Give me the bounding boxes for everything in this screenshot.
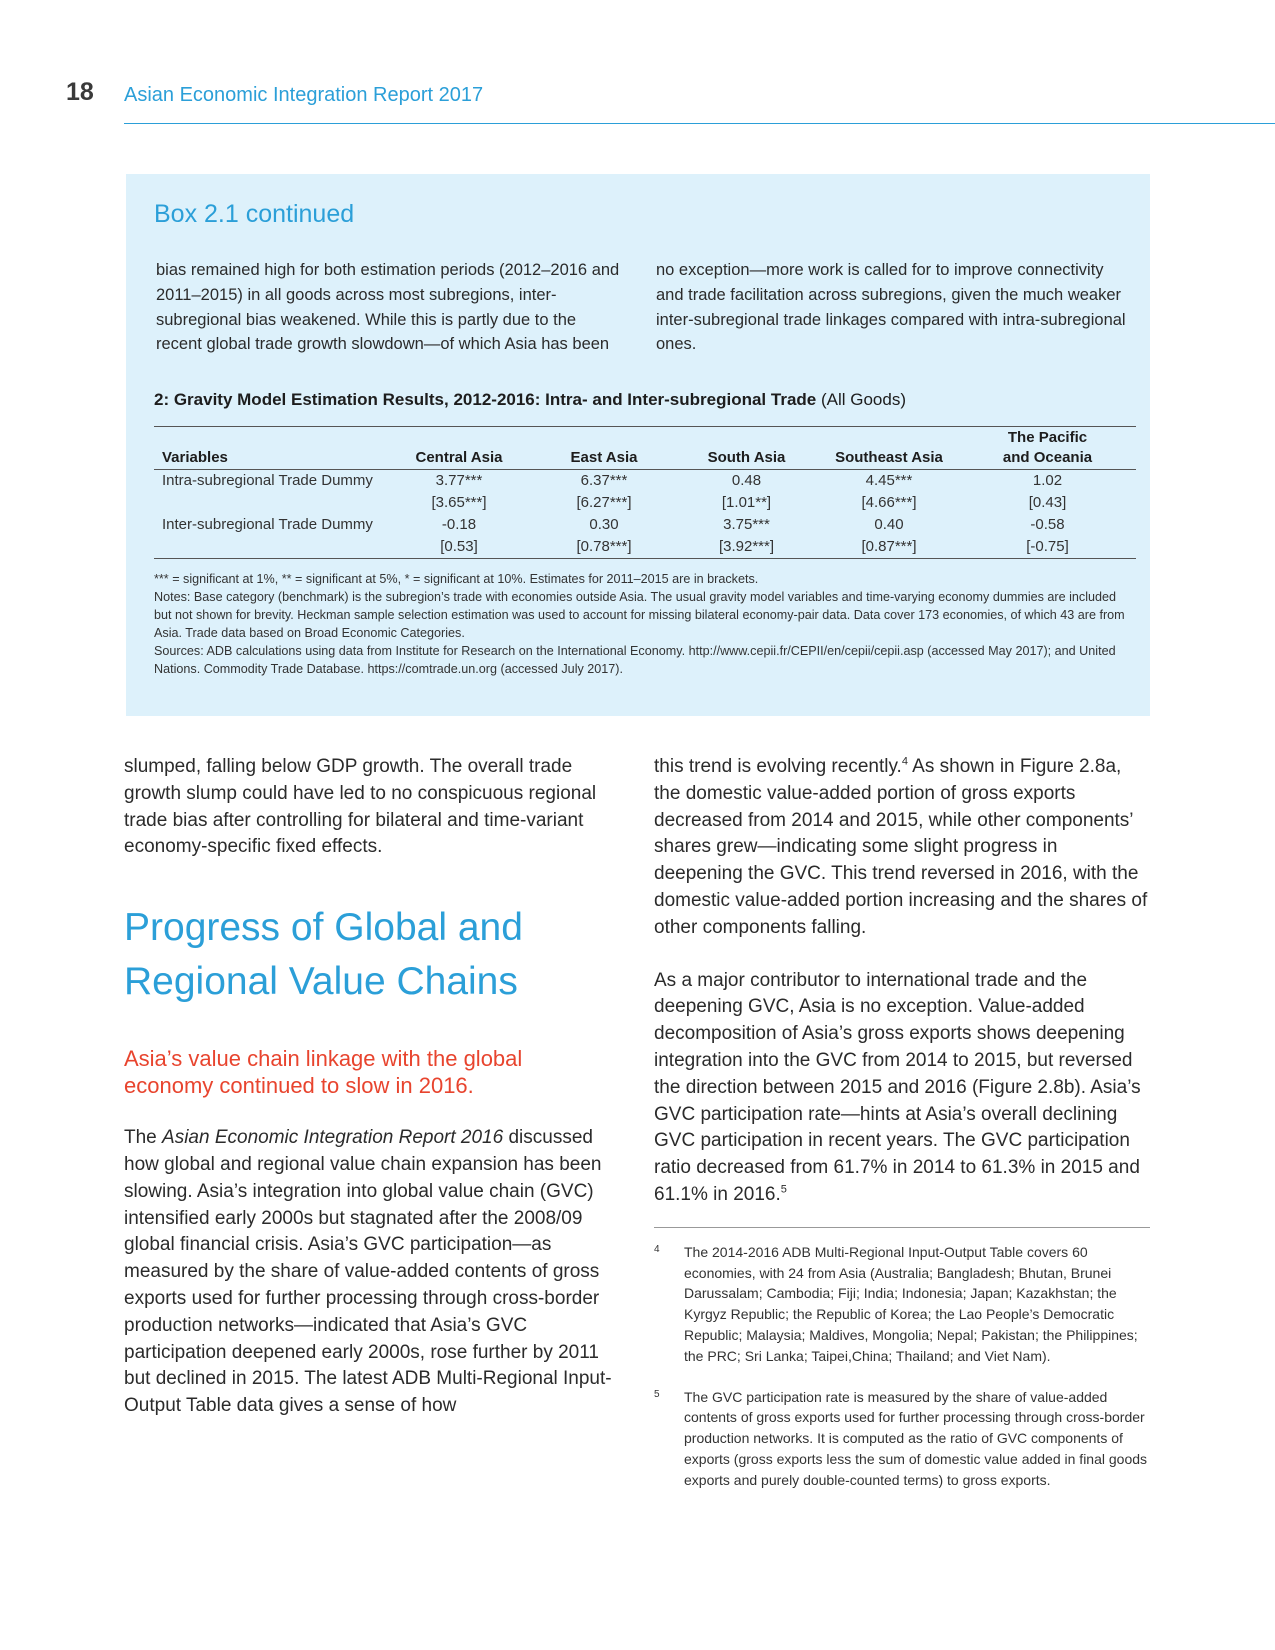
header-pacific-oceania: The Pacific and Oceania [1002,429,1093,466]
table-cell: 0.48 [731,472,762,489]
report-title: Asian Economic Integration Report 2017 [124,84,484,106]
section-title: Progress of Global and Regional Value Chains [124,906,523,1004]
table-cell: -0.18 [441,516,477,533]
table-row [154,470,1136,493]
table-row [154,492,1136,514]
right-paragraph-1: this trend is evolving recently.$^4$ As shown in Figure 2.8a, the domestic value-added portion of gross exports decreased from 2014 and 2015, while other components’ shares grew—indicating some slight progress in deepening the GVC. This trend reversed in 2016, with the domestic value-added portion increasing and the shares of other components falling. [654,755,1148,938]
table-header-row [154,427,1136,470]
table-cell: 0.40 [874,516,904,533]
table-cell [154,492,384,514]
significance-note: *** = significant at 1%, ** = significant at 5%, * = significant at 10%. Estimates for 2011–2015 are in brackets. [154,572,759,586]
table-cell: [0.87***] [861,538,917,555]
right-column [654,754,1150,1491]
page-header [66,78,1266,124]
footnote-number: 5 [654,1388,660,1400]
table-cell: [0.43] [1028,494,1067,511]
left-paragraph-1: slumped, falling below GDP growth. The overall trade growth slump could have led to no conspicuous regional trade bias after controlling for bilateral and time-variant economy-specific fixed effects. [124,756,597,858]
footnote-text: The GVC participation rate is measured by the share of value-added contents of gross exports used for further processing through cross-border production networks. It is computed as the ratio of GVC components of exports (gross exports less the sum of domestic value added in final goods exports and purely double-counted terms) to gross exports. [684,1388,1148,1488]
table-cell: Intra-subregional Trade Dummy [162,472,373,489]
footnote-ref-5[interactable]: 5 [780,1183,787,1196]
table-title-bold: 2: Gravity Model Estimation Results, 2012-2016: Intra- and Inter-subregional Trade [154,390,817,409]
table-cell: [4.66***] [861,494,917,511]
table-title [154,390,906,410]
table-cell: 4.45*** [865,472,913,489]
header-central-asia: Central Asia [415,449,503,466]
footnote-ref-4[interactable]: 4 [901,755,908,768]
table-cell: [1.01**] [721,494,772,511]
header-south-asia: South Asia [707,449,786,466]
table-cell: 3.77*** [435,472,483,489]
table-row [154,536,1136,559]
left-paragraph-2: The Asian Economic Integration Report 2016 discussed how global and regional value chain expansion has been slowing. Asia’s integration into global value chain (GVC) intensified early 2000s but stagnated after the 2008/09 global financial crisis. Asia’s GVC participation—as measured by the share of value-added contents of gross exports used for further processing through cross-border production networks—indicated that Asia’s GVC participation deepened early 2000s, rose further by 2011 but declined in 2015. The latest ADB Multi-Regional Input-Output Table data gives a sense of how [124,1127,612,1417]
header-rule [124,123,1275,124]
table-row [154,514,1136,536]
header-east-asia: East Asia [570,449,638,466]
table-cell: 0.30 [589,516,619,533]
box-2-1 [126,174,1150,716]
table-cell: -0.58 [1030,516,1065,533]
header-southeast-asia: Southeast Asia [835,449,943,466]
box-text-right: no exception—more work is called for to improve connectivity and trade facilitation across subregions, given the much weaker inter-subregional trade linkages compared with intra-subregional ones. [656,261,1126,354]
gravity-model-table [154,426,1136,559]
subheading: Asia’s value chain linkage with the global economy continued to slow in 2016. [124,1046,523,1099]
header-variables: Variables [162,449,228,466]
footnote-number: 4 [654,1243,660,1255]
box-text-left: bias remained high for both estimation periods (2012–2016 and 2011–2015) in all goods across most subregions, inter-subregional bias weakened. While this is partly due to the recent global trade growth slowdown—of which Asia has been [156,261,620,354]
table-cell: [6.27***] [576,494,632,511]
table-cell: [3.92***] [718,538,775,555]
table-cell: [-0.75] [1026,538,1069,555]
left-column [124,754,614,1420]
footnote-text: The 2014-2016 ADB Multi-Regional Input-Output Table covers 60 economies, with 24 from Asia (Australia; Bangladesh; Bhutan, Brunei Darussalam; Cambodia; Fiji; India; Indonesia; Japan; Kazakhstan; the Kyrgyz Republic; the Republic of Korea; the Lao People’s Democratic Republic; Malaysia; Maldives, Mongolia; Nepal; Pakistan; the Philippines; the PRC; Sri Lanka; Taipei,China; Thailand; and Viet Nam). [684,1243,1138,1364]
table-cell: 3.75*** [723,516,770,533]
footnote-rule [654,1227,1150,1228]
table-cell [154,536,384,559]
sources-text: Sources: ADB calculations using data from Institute for Research on the International Economy. http://www.cepii.fr/CEPII/en/cepii/cepii.asp (accessed May 2017); and United Nations. Commodity Trade Database. https://comtrade.un.org (accessed July 2017). [154,644,1116,676]
table-cell: Inter-subregional Trade Dummy [162,516,373,533]
notes-text: Notes: Base category (benchmark) is the subregion’s trade with economies outside Asia. The usual gravity model variables and time-varying economy dummies are included but not shown for brevity. Heckman sample selection estimation was used to account for missing bilateral economy-pair data. Data cover 173 economies, of which 43 are from Asia. Trade data based on Broad Economic Categories. [154,590,1125,640]
table-cell: [0.78***] [576,538,632,555]
table-cell: [0.53] [440,538,478,555]
report-citation: Asian Economic Integration Report 2016 [162,1127,504,1149]
table-cell: 6.37*** [580,472,628,489]
footnote-5 [654,1387,1150,1491]
table-cell: [3.65***] [431,494,487,511]
table-title-rest: (All Goods) [816,390,906,409]
right-paragraph-2: As a major contributor to international trade and the deepening GVC, Asia is no exception. Value-added decomposition of Asia’s gross exports shows deepening integration into the GVC from 2014 to 2015, but reversed the direction between 2015 and 2016 (Figure 2.8b). Asia’s GVC participation rate—hints at Asia’s overall declining GVC participation in recent years. The GVC participation ratio decreased from 61.7% in 2014 to 61.3% in 2015 and 61.1% in 2016.$^5$ [654,969,1141,1205]
table-notes [154,570,1136,678]
box-title: Box 2.1 continued [154,200,355,228]
page-number: 18 [66,78,94,106]
footnote-4 [654,1242,1150,1367]
table-cell: 1.02 [1032,472,1063,489]
